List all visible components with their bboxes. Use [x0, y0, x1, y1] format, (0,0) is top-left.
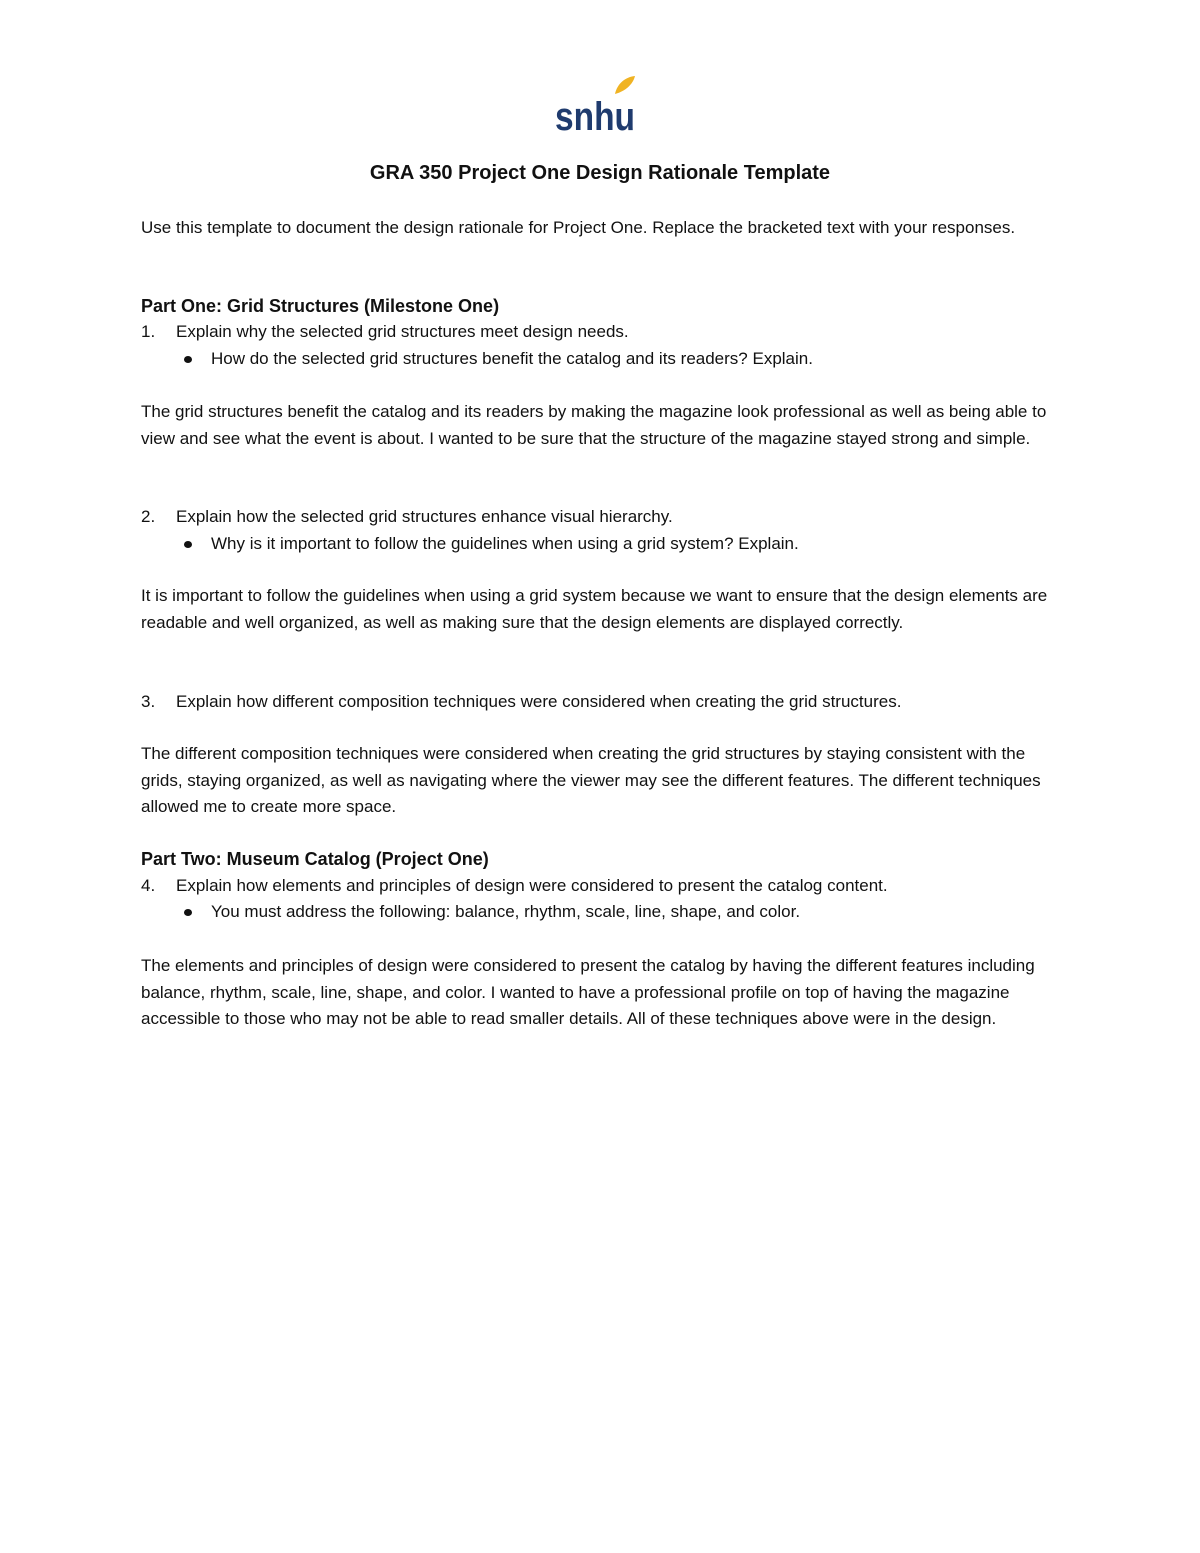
question-3-number: 3.	[141, 692, 156, 711]
question-1-prompt: Explain why the selected grid structures meet design needs.	[176, 322, 629, 341]
bullet-icon	[184, 356, 192, 363]
question-2-bullet-text: Why is it important to follow the guidelines when using a grid system? Explain.	[211, 534, 799, 553]
response-3: The different composition techniques were considered when creating the grid structures by staying consistent with the grids, staying organized, as well as navigating where the viewer may see the different features. The different techniques allowed me to create more space.	[141, 744, 1041, 816]
question-4-prompt: Explain how elements and principles of design were considered to present the catalog content.	[176, 876, 888, 895]
bullet-icon	[184, 909, 192, 916]
part-two-heading: Part Two: Museum Catalog (Project One)	[141, 849, 489, 869]
response-2: It is important to follow the guidelines when using a grid system because we want to ensure that the design elements are readable and well organized, as well as making sure that the design elements are displayed correctly.	[141, 586, 1048, 632]
snhu-logo	[553, 74, 639, 139]
response-1: The grid structures benefit the catalog and its readers by making the magazine look professional as well as being able to view and see what the event is about. I wanted to be sure that the structure of the magazine stayed strong and simple.	[141, 402, 1047, 448]
svg-text:snhu: snhu	[555, 95, 635, 139]
part-one-heading: Part One: Grid Structures (Milestone One)	[141, 296, 500, 316]
document-title: GRA 350 Project One Design Rationale Template	[369, 162, 831, 184]
bullet-icon	[184, 541, 192, 548]
question-4-bullet-text: You must address the following: balance, rhythm, scale, line, shape, and color.	[211, 902, 801, 921]
response-4: The elements and principles of design were considered to present the catalog by having the different features including balance, rhythm, scale, line, shape, and color. I wanted to have a professional profile on top of having the magazine accessible to those who may not be able to read smaller details. All of these techniques above were in the design.	[141, 956, 1035, 1028]
question-1-number: 1.	[141, 322, 156, 341]
question-4-number: 4.	[141, 876, 156, 895]
question-2-number: 2.	[141, 507, 156, 526]
question-3-prompt: Explain how different composition techniques were considered when creating the grid structures.	[176, 692, 902, 711]
intro-paragraph: Use this template to document the design rationale for Project One. Replace the bracketed text with your responses.	[141, 218, 1016, 237]
question-2-prompt: Explain how the selected grid structures enhance visual hierarchy.	[176, 507, 673, 526]
question-1-bullet-text: How do the selected grid structures benefit the catalog and its readers? Explain.	[211, 349, 813, 368]
